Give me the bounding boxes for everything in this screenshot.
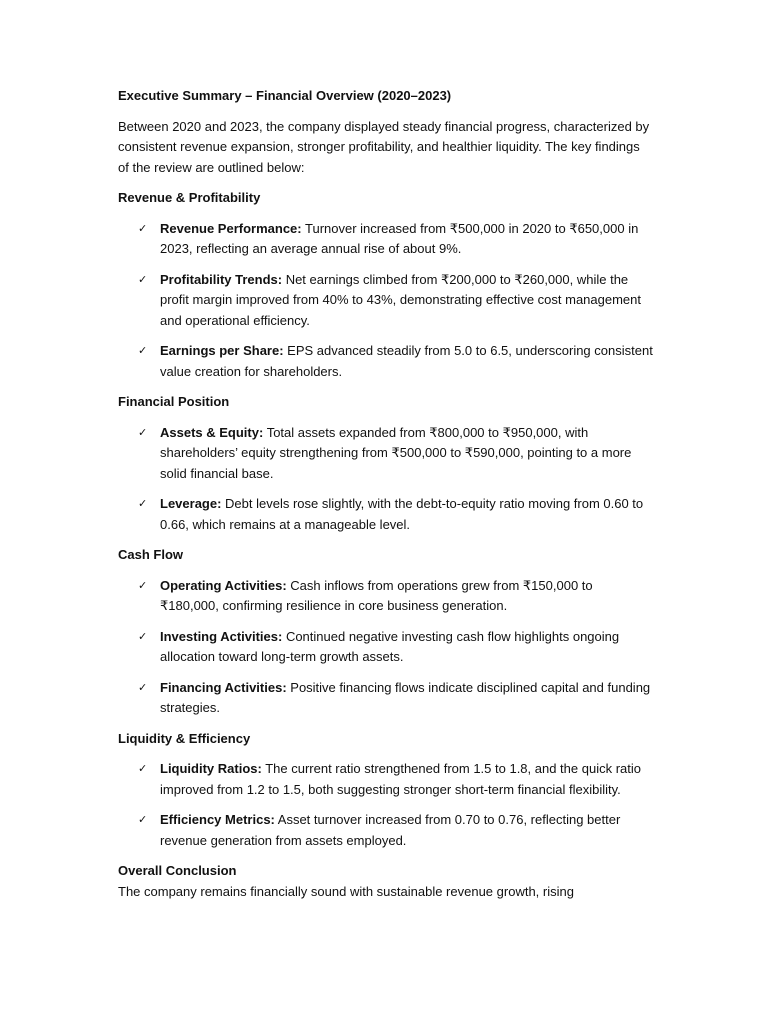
item-text: Asset turnover increased from 0.70 to 0.76, reflecting better revenue generation from assets employed. (160, 812, 621, 848)
list-item (118, 810, 653, 851)
item-label: Financing Activities: (160, 679, 287, 695)
item-label: Earnings per Share: (160, 343, 284, 358)
list-item (118, 270, 653, 332)
item-text: EPS advanced steadily from 5.0 to 6.5, underscoring consistent value creation for shareholders. (160, 343, 653, 379)
document-title: Executive Summary – Financial Overview (2020–2023) (118, 88, 452, 103)
section-heading-cash-flow: Cash Flow (118, 547, 184, 562)
liquidity-efficiency-list (118, 759, 653, 851)
item-text: Total assets expanded from ₹800,000 to ₹950,000, with shareholders’ equity strengthening from ₹500,000 to ₹590,000, pointing to a more solid financial base. (160, 424, 632, 481)
checkmark-icon: ✓ (138, 680, 148, 694)
item-label: Leverage: (160, 496, 222, 511)
item-label: Efficiency Metrics: (160, 812, 275, 827)
checkmark-icon: ✓ (138, 578, 148, 592)
list-item (118, 576, 653, 617)
checkmark-icon: ✓ (138, 629, 148, 643)
item-label: Profitability Trends: (160, 271, 283, 287)
checkmark-icon: ✓ (138, 344, 148, 357)
list-item (118, 678, 653, 719)
checkmark-icon: ✓ (138, 497, 148, 510)
item-label: Assets & Equity: (160, 424, 264, 440)
list-item (118, 341, 653, 382)
checkmark-icon: ✓ (138, 425, 148, 439)
checkmark-icon: ✓ (138, 272, 148, 286)
list-item (118, 494, 653, 535)
item-text: Debt levels rose slightly, with the debt-to-equity ratio moving from 0.60 to 0.66, which remains at a manageable level. (160, 496, 644, 532)
list-item (118, 423, 653, 485)
list-item (118, 627, 653, 668)
item-label: Investing Activities: (160, 628, 283, 644)
item-text: Cash inflows from operations grew from ₹150,000 to ₹180,000, confirming resilience in core business generation. (160, 577, 593, 613)
checkmark-icon: ✓ (138, 813, 148, 826)
item-text: Turnover increased from ₹500,000 in 2020 to ₹650,000 in 2023, reflecting an average annual rise of about 9%. (160, 220, 639, 256)
item-label: Revenue Performance: (160, 220, 302, 236)
item-text: The current ratio strengthened from 1.5 to 1.8, and the quick ratio improved from 1.2 to 1.5, both suggesting stronger short-term financial flexibility. (160, 761, 641, 797)
financial-position-list (118, 423, 653, 536)
item-text: Net earnings climbed from ₹200,000 to ₹260,000, while the profit margin improved from 40% to 43%, demonstrating effective cost management and operational efficiency. (160, 271, 641, 328)
item-label: Operating Activities: (160, 577, 287, 593)
checkmark-icon: ✓ (138, 221, 148, 235)
conclusion-text: The company remains financially sound with sustainable revenue growth, rising (118, 883, 574, 899)
section-heading-revenue-profitability: Revenue & Profitability (118, 190, 261, 205)
conclusion-heading: Overall Conclusion (118, 863, 237, 878)
item-text: Positive financing flows indicate disciplined capital and funding strategies. (160, 679, 651, 715)
section-heading-liquidity-efficiency: Liquidity & Efficiency (118, 730, 251, 746)
item-text: Continued negative investing cash flow highlights ongoing allocation toward long-term growth assets. (160, 628, 620, 664)
document-page (118, 86, 653, 902)
section-heading-financial-position: Financial Position (118, 394, 230, 409)
list-item (118, 759, 653, 800)
intro-paragraph: Between 2020 and 2023, the company displayed steady financial progress, characterized by consistent revenue expansion, stronger profitability, and healthier liquidity. The key findings of the review are outlined below: (118, 118, 650, 175)
item-label: Liquidity Ratios: (160, 761, 262, 776)
revenue-profitability-list (118, 219, 653, 383)
cash-flow-list (118, 576, 653, 719)
checkmark-icon: ✓ (138, 762, 148, 775)
list-item (118, 219, 653, 260)
